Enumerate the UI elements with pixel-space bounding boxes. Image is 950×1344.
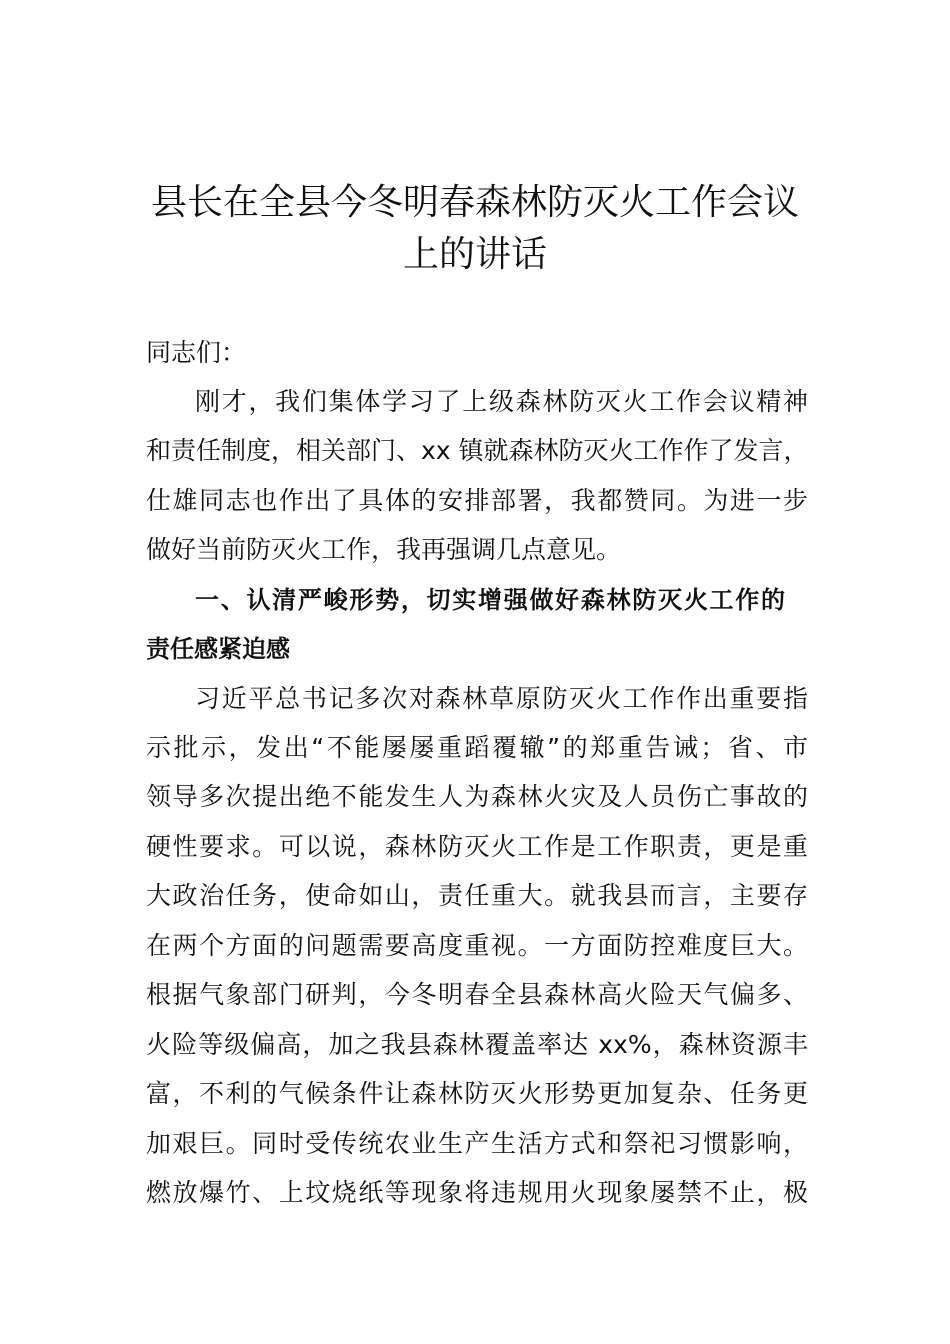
body-line: 硬性要求。可以说，森林防灭火工作是工作职责，更是重 — [146, 832, 808, 861]
body-line: 示批示，发出“不能屡屡重蹈覆辙”的郑重告诫；省、市 — [146, 733, 808, 762]
section-heading-line: 责任感紧迫感 — [146, 635, 290, 663]
body-line: 大政治任务，使命如山，责任重大。就我县而言，主要存 — [146, 881, 808, 910]
document-title-line-2: 上的讲话 — [402, 234, 547, 275]
body-line: 刚才，我们集体学习了上级森林防灭火工作会议精神 — [195, 387, 808, 416]
body-line: 在两个方面的问题需要高度重视。一方面防控难度巨大。 — [146, 931, 808, 960]
body-line: 富，不利的气候条件让森林防灭火形势更加复杂、任务更 — [146, 1079, 808, 1108]
body-line: 领导多次提出绝不能发生人为森林火灾及人员伤亡事故的 — [146, 782, 808, 811]
body-line: 加艰巨。同时受传统农业生产生活方式和祭祀习惯影响， — [146, 1129, 808, 1158]
document-title-line-1: 县长在全县今冬明春森林防灭火工作会议 — [150, 182, 799, 223]
section-heading-line: 一、认清严峻形势，切实增强做好森林防灭火工作的 — [195, 586, 785, 614]
body-line: 习近平总书记多次对森林草原防灭火工作作出重要指 — [195, 684, 808, 713]
body-line: 做好当前防灭火工作，我再强调几点意见。 — [146, 535, 622, 564]
body-line: 火险等级偏高，加之我县森林覆盖率达 xx%，森林资源丰 — [146, 1030, 808, 1059]
body-line: 燃放爆竹、上坟烧纸等现象将违规用火现象屡禁不止，极 — [146, 1178, 808, 1207]
body-line: 仕雄同志也作出了具体的安排部署，我都赞同。为进一步 — [146, 486, 808, 515]
salutation: 同志们： — [146, 338, 247, 367]
body-line: 根据气象部门研判，今冬明春全县森林高火险天气偏多、 — [146, 980, 808, 1009]
body-line: 和责任制度，相关部门、xx 镇就森林防灭火工作作了发言， — [146, 436, 809, 465]
